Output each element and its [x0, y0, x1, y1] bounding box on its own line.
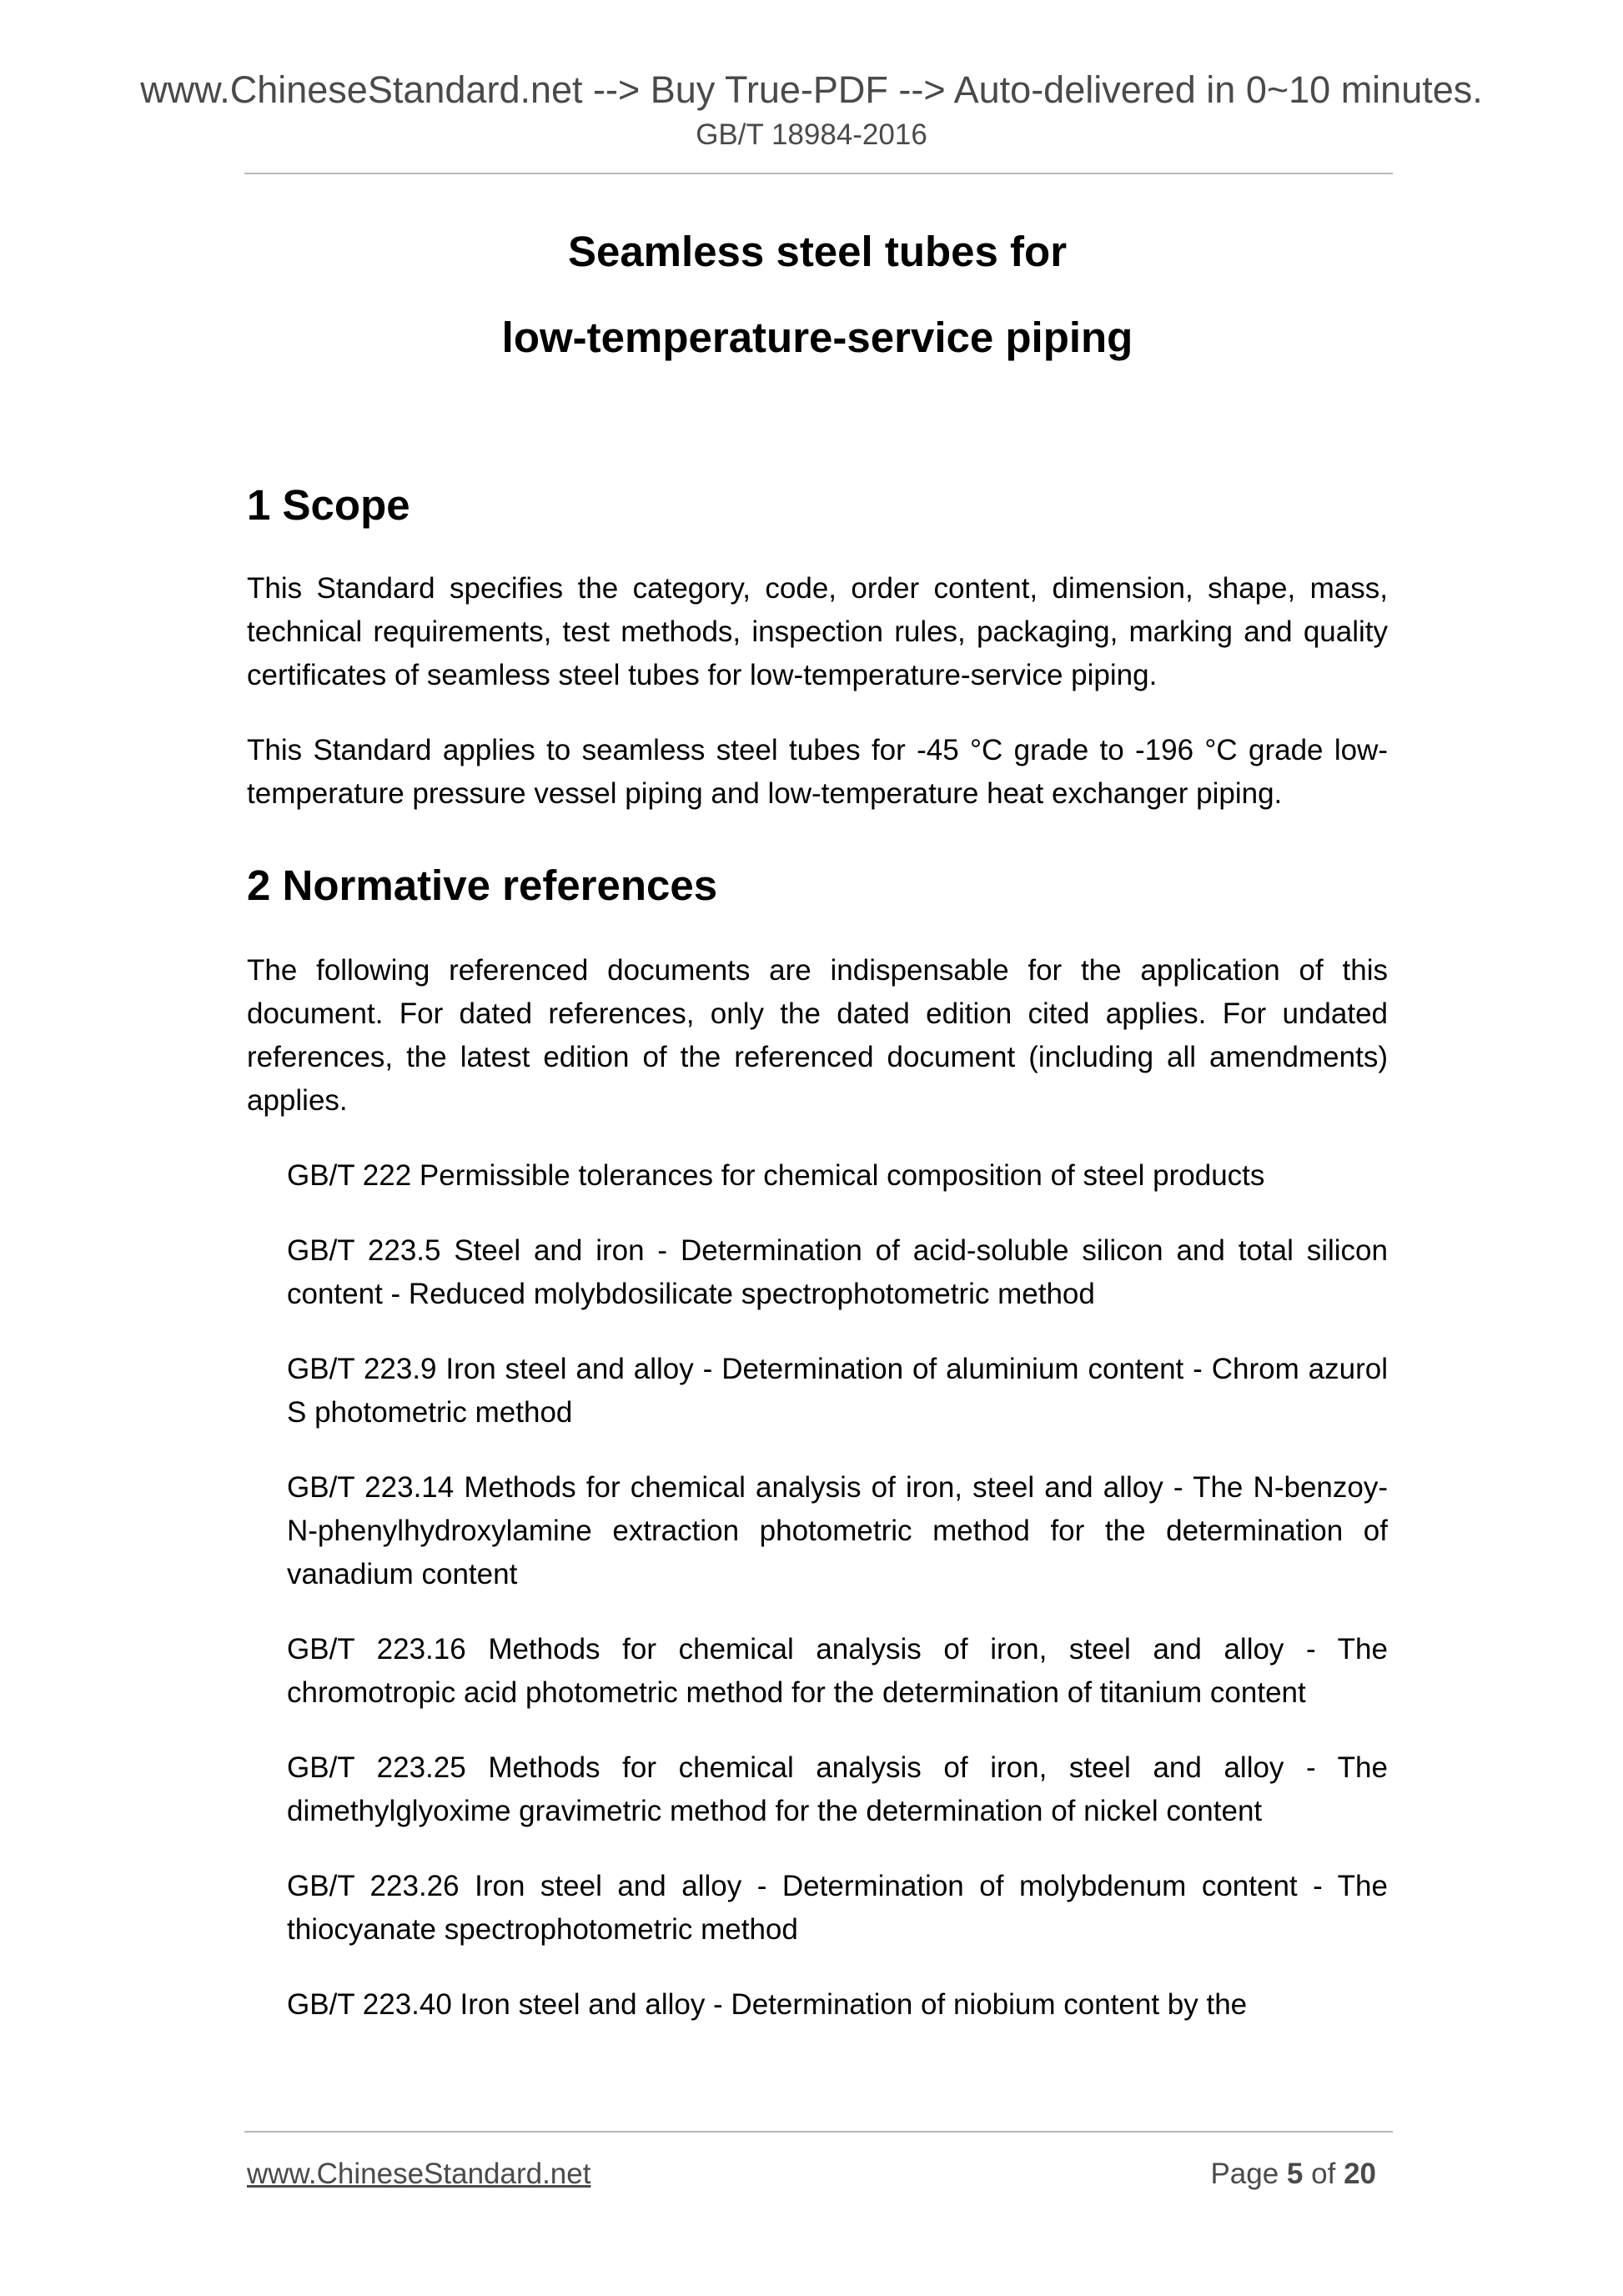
page-total: 20: [1344, 2158, 1376, 2190]
reference-item: GB/T 222 Permissible tolerances for chemical composition of steel products: [287, 1159, 1265, 1192]
reference-item: GB/T 223.16 Methods for chemical analysis of iron, steel and alloy - The chromotropic acid photometric method for the determination of titanium content: [287, 1633, 1388, 1709]
normative-intro-paragraph: The following referenced documents are indispensable for the application of this document. For dated references, only the dated edition cited applies. For undated references, the latest edition of the referenced document (including all amendments) applies.: [247, 954, 1388, 1117]
reference-item: GB/T 223.40 Iron steel and alloy - Determination of niobium content by the: [287, 1988, 1248, 2021]
footer-site-link[interactable]: www.ChineseStandard.net: [247, 2158, 591, 2190]
page-current: 5: [1286, 2158, 1304, 2190]
reference-item: GB/T 223.26 Iron steel and alloy - Determination of molybdenum content - The thiocyanate spectrophotometric method: [287, 1870, 1388, 1946]
page-number: [1210, 2154, 1376, 2194]
header-standard-code: GB/T 18984-2016: [696, 118, 927, 151]
header-divider: [244, 173, 1393, 174]
section-heading-scope: 1 Scope: [247, 481, 410, 529]
scope-paragraph: This Standard specifies the category, code, order content, dimension, shape, mass, technical requirements, test methods, inspection rules, packaging, marking and quality certificates of seamless steel tubes for low-temperature-service piping.: [247, 572, 1388, 691]
section-heading-normative-references: 2 Normative references: [247, 862, 718, 909]
document-title-line-1: Seamless steel tubes for: [567, 228, 1068, 275]
reference-item: GB/T 223.25 Methods for chemical analysis of iron, steel and alloy - The dimethylglyoxime gravimetric method for the determination of nickel content: [287, 1751, 1388, 1827]
reference-item: GB/T 223.14 Methods for chemical analysis of iron, steel and alloy - The N-benzoy-N-phenylhydroxylamine extraction photometric method for the determination of vanadium content: [287, 1471, 1388, 1590]
page-label: Page: [1210, 2158, 1279, 2190]
reference-item: GB/T 223.9 Iron steel and alloy - Determination of aluminium content - Chrom azurol S photometric method: [287, 1353, 1388, 1429]
scope-paragraph: This Standard applies to seamless steel tubes for -45 °C grade to -196 °C grade low-temperature pressure vessel piping and low-temperature heat exchanger piping.: [247, 734, 1388, 810]
footer-divider: [244, 2131, 1393, 2133]
reference-item: GB/T 223.5 Steel and iron - Determination of acid-soluble silicon and total silicon content - Reduced molybdosilicate spectrophotometric method: [287, 1234, 1388, 1310]
header-banner: www.ChineseStandard.net --> Buy True-PDF --> Auto-delivered in 0~10 minutes.: [140, 68, 1483, 111]
page-content: [247, 208, 1388, 2027]
document-title-line-2: low-temperature-service piping: [501, 314, 1133, 361]
page-of-label: of: [1311, 2158, 1336, 2190]
